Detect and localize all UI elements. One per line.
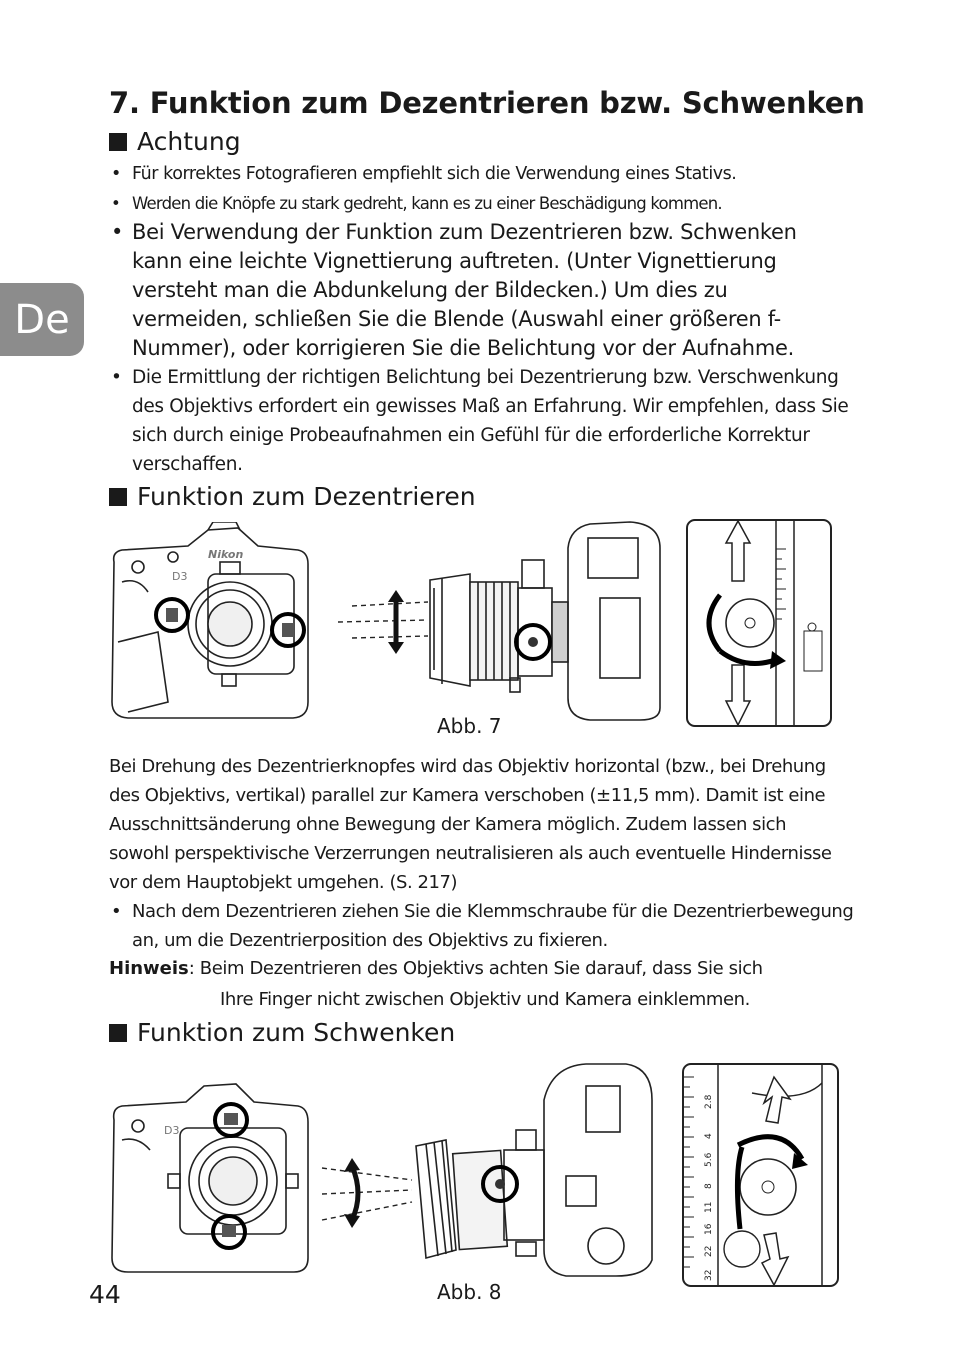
bullet-text: Die Ermittlung der richtigen Belichtung bei Dezentrierung bzw. Verschwenkung des Objektivs erfordert ein gewisses Maß an Erfahrung. Wir empfehlen, dass Sie sich durch einige Probeaufnahmen ein Gefühl für die erforderliche Korrektur verschaffen.	[132, 367, 849, 475]
list-item: • Nach dem Dezentrieren ziehen Sie die Klemmschraube für die Dezentrierbewegung an, um die Dezentrierposition des Objektivs zu fixieren.	[111, 901, 854, 951]
bullet-text: Werden die Knöpfe zu stark gedreht, kann es zu einer Beschädigung kommen.	[132, 194, 722, 213]
shift-knob-detail-inset	[686, 519, 833, 729]
camera-front-tilt-illustration	[108, 1076, 313, 1276]
dezentrieren-paragraph: Bei Drehung des Dezentrierknopfes wird das Objektiv horizontal (bzw., bei Drehung des Objektivs, vertikal) parallel zur Kamera verschoben (±11,5 mm). Damit ist eine Ausschnittsänderung ohne Bewegung der Kamera möglich. Zudem lassen sich sowohl perspektivische Verzerrungen neutralisieren als auch eventuelle Hindernisse vor dem Hauptobjekt umgehen. (S. 217)	[109, 756, 832, 893]
bullet-text: Nach dem Dezentrieren ziehen Sie die Klemmschraube für die Dezentrierbewegung an, um die Dezentrierposition des Objektivs zu fixieren.	[132, 901, 854, 951]
dezentrieren-heading	[109, 482, 476, 511]
achtung-heading-text: Achtung	[137, 127, 241, 156]
scale-label: 32	[704, 1269, 714, 1281]
scale-label: 2.8	[704, 1094, 714, 1109]
camera-front-illustration	[108, 522, 313, 720]
dezentrieren-list	[109, 897, 869, 955]
dezentrieren-heading-text: Funktion zum Dezentrieren	[137, 482, 476, 511]
scale-label: 22	[704, 1245, 714, 1257]
scale-label: 4	[704, 1133, 714, 1139]
camera-model-text: D3	[172, 570, 188, 583]
camera-model-text: D3	[164, 1124, 180, 1137]
square-bullet-icon	[109, 1024, 127, 1042]
scale-label: 8	[704, 1183, 714, 1189]
language-tab: De	[0, 283, 84, 356]
bullet-text: Bei Verwendung der Funktion zum Dezentrieren bzw. Schwenken kann eine leichte Vignettierung auftreten. (Unter Vignettierung versteht man die Abdunkelung der Bildecken.) Um dies zu vermeiden, schließen Sie die Blende (Auswahl einer größeren f-Nummer), oder korrigieren Sie die Belichtung vor der Aufnahme.	[132, 220, 797, 360]
scale-label: 11	[704, 1201, 714, 1213]
achtung-heading	[109, 127, 241, 156]
hinweis-text-line2: Ihre Finger nicht zwischen Objektiv und Kamera einklemmen.	[220, 989, 750, 1010]
figure-caption-8: Abb. 8	[437, 1280, 502, 1304]
list-item: • Werden die Knöpfe zu stark gedreht, kann es zu einer Beschädigung kommen.	[111, 194, 722, 213]
schwenken-heading	[109, 1018, 455, 1047]
camera-side-shift-illustration	[330, 518, 670, 723]
camera-top-tilt-illustration	[316, 1060, 666, 1280]
scale-label: 5.6	[704, 1152, 714, 1167]
list-item: • Für korrektes Fotografieren empfiehlt sich die Verwendung eines Stativs.	[111, 164, 737, 184]
figure-caption-7: Abb. 7	[437, 714, 502, 738]
achtung-list	[109, 160, 849, 479]
hinweis-note	[109, 953, 869, 1015]
scale-label: 16	[704, 1223, 714, 1235]
square-bullet-icon	[109, 133, 127, 151]
page-number: 44	[89, 1280, 121, 1309]
bullet-text: Für korrektes Fotografieren empfiehlt sich die Verwendung eines Stativs.	[132, 164, 737, 184]
list-item: • Die Ermittlung der richtigen Belichtung bei Dezentrierung bzw. Verschwenkung des Objektivs erfordert ein gewisses Maß an Erfahrung. Wir empfehlen, dass Sie sich durch einige Probeaufnahmen ein Gefühl für die erforderliche Korrektur verschaffen.	[111, 367, 849, 475]
hinweis-label: Hinweis	[109, 958, 189, 979]
camera-brand-text: Nikon	[208, 548, 244, 561]
tilt-knob-detail-inset	[682, 1063, 840, 1289]
hinweis-text: : Beim Dezentrieren des Objektivs achten Sie darauf, dass Sie sich	[188, 958, 763, 979]
section-title: 7. Funktion zum Dezentrieren bzw. Schwenken	[109, 86, 865, 120]
schwenken-heading-text: Funktion zum Schwenken	[137, 1018, 456, 1047]
list-item: • Bei Verwendung der Funktion zum Dezentrieren bzw. Schwenken kann eine leichte Vignettierung auftreten. (Unter Vignettierung versteht man die Abdunkelung der Bildecken.) Um dies zu vermeiden, schließen Sie die Blende (Auswahl einer größeren f-Nummer), oder korrigieren Sie die Belichtung vor der Aufnahme.	[111, 220, 797, 360]
square-bullet-icon	[109, 488, 127, 506]
